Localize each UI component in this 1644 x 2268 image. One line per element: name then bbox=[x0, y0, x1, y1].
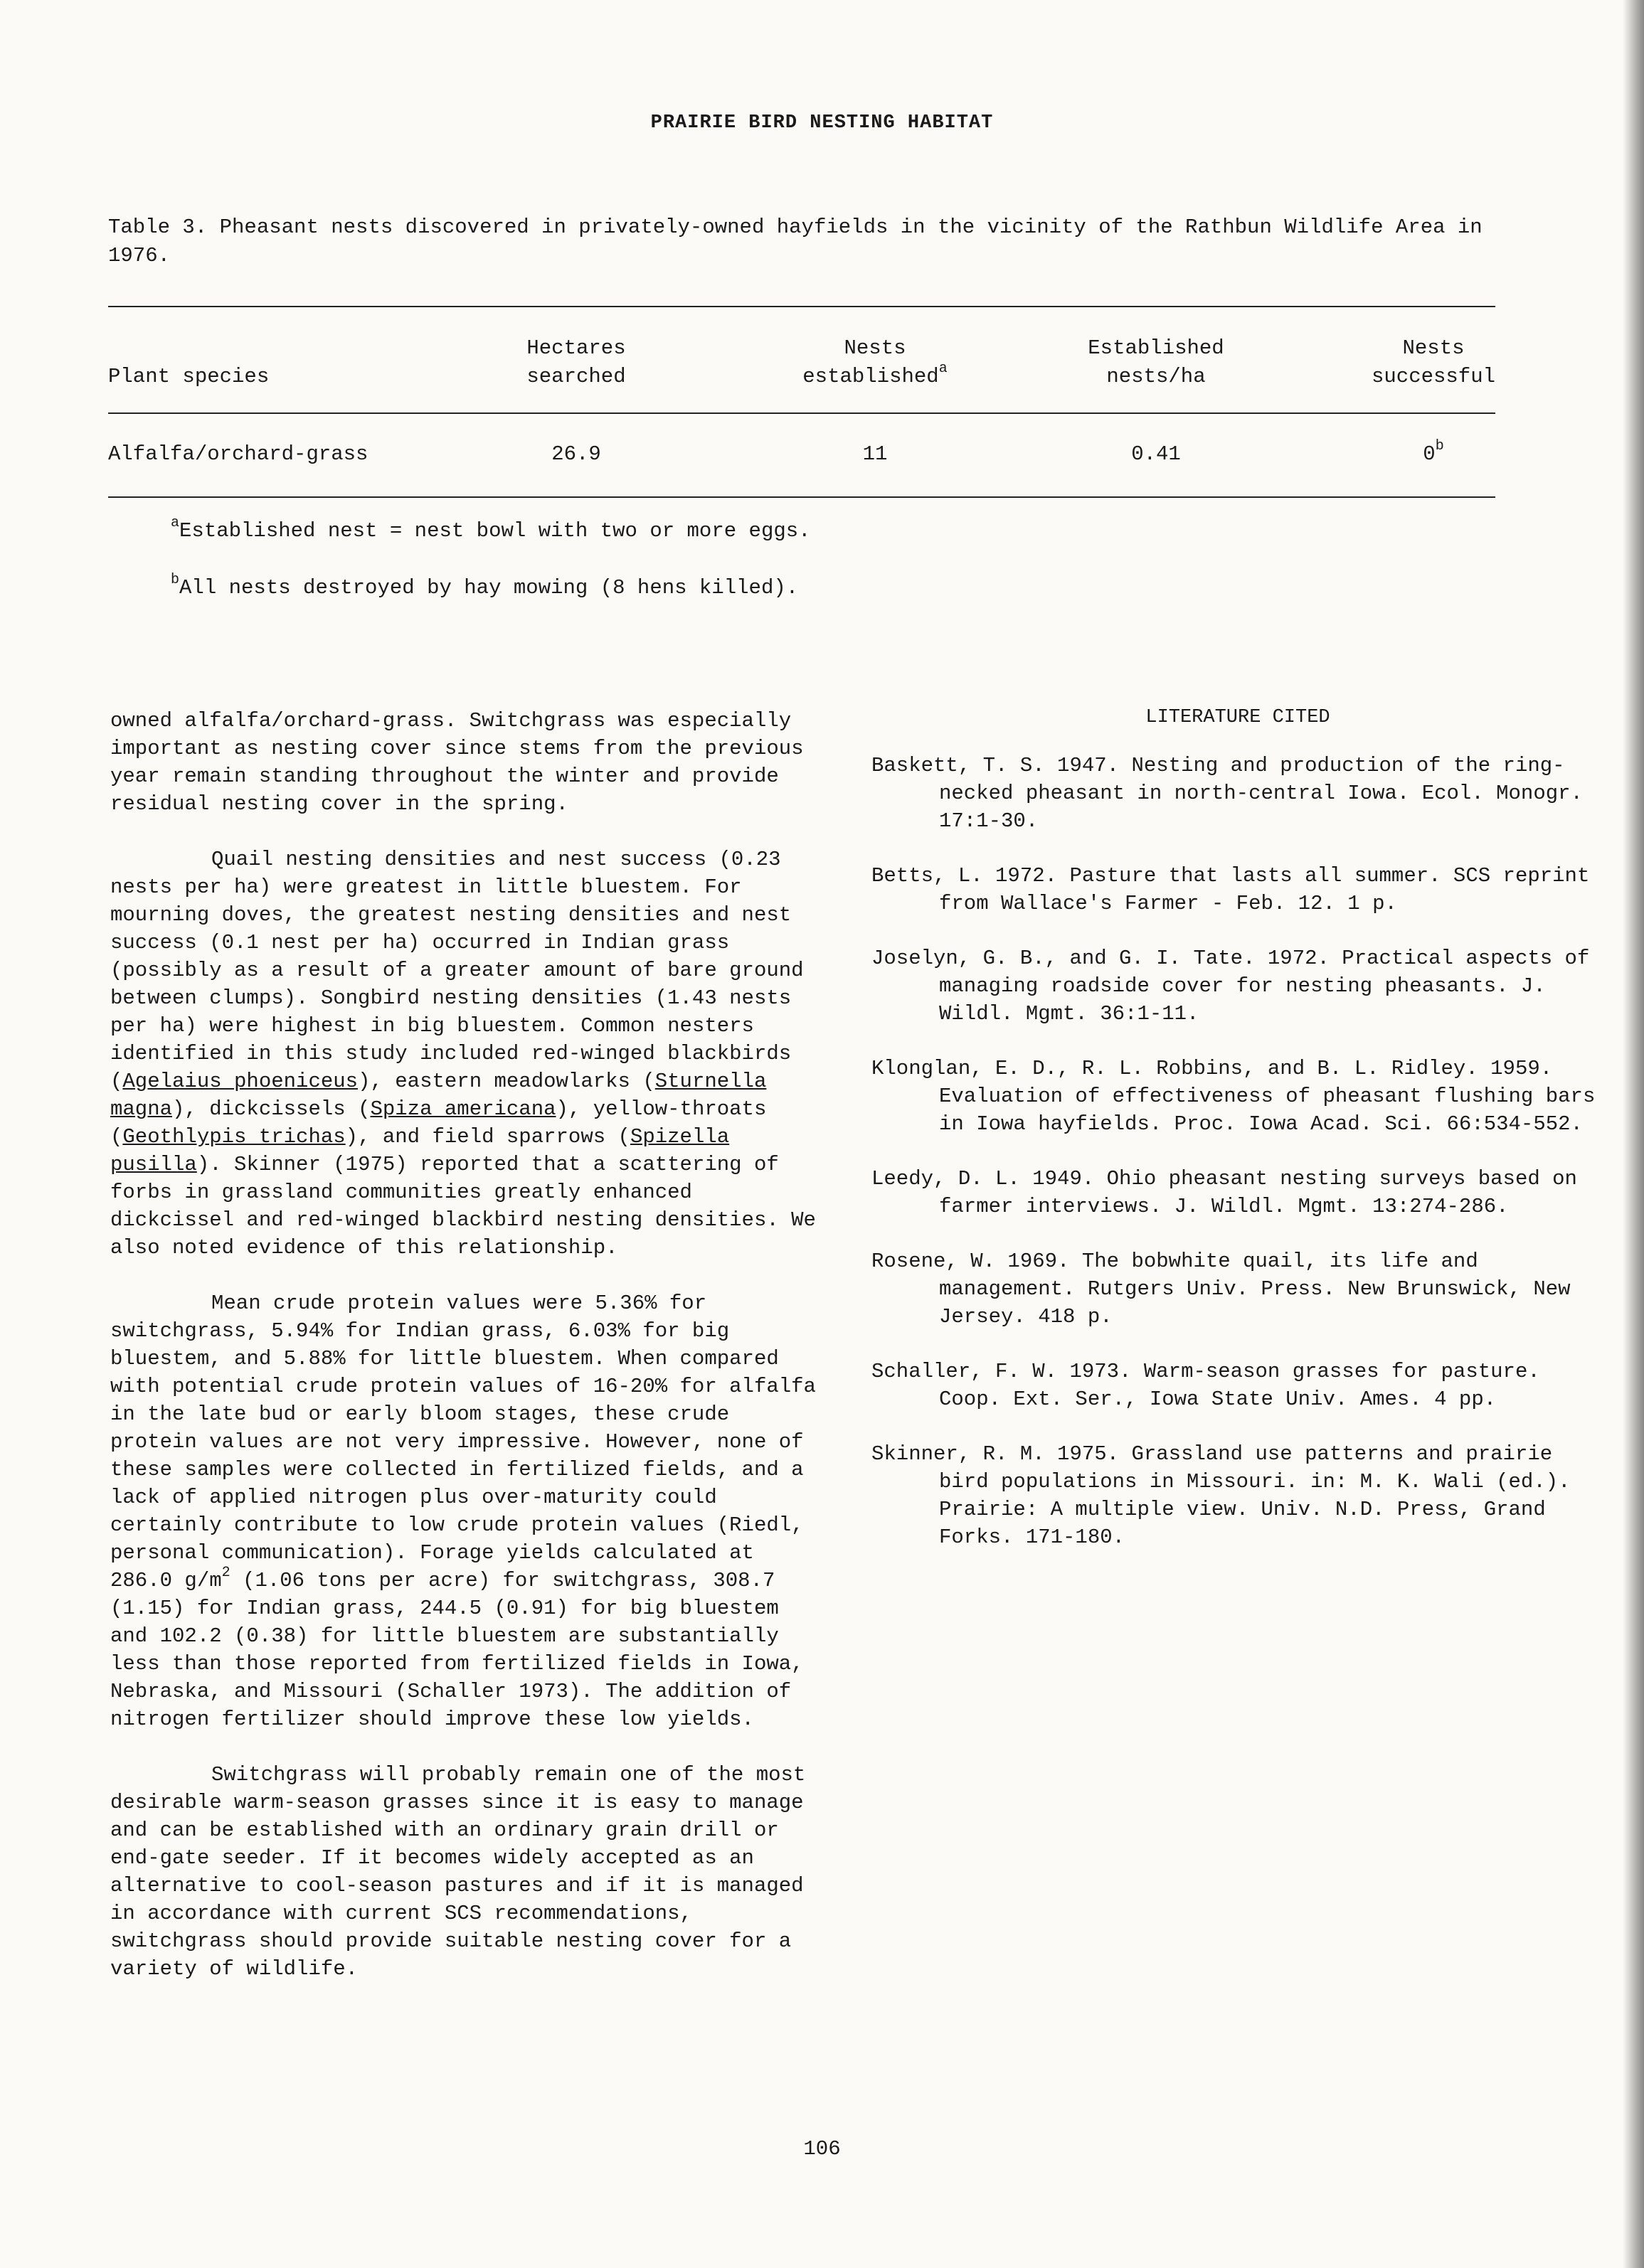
literature-heading: LITERATURE CITED bbox=[1145, 707, 1330, 728]
scan-edge-shadow bbox=[1623, 0, 1644, 2268]
reference-item: Betts, L. 1972. Pasture that lasts all summer. SCS reprint from Wallace's Farmer - Feb. 12. 1 p. bbox=[871, 864, 1590, 915]
reference-item: Baskett, T. S. 1947. Nesting and production of the ring-necked pheasant in north-central Iowa. Ecol. Monogr. 17:1-30. bbox=[871, 754, 1583, 833]
reference-item: Rosene, W. 1969. The bobwhite quail, its life and management. Rutgers Univ. Press. New Brunswick, New Jersey. 418 p. bbox=[871, 1250, 1571, 1329]
col-header-nests-line1: Nests bbox=[844, 336, 906, 360]
col-header-established-line2: nests/ha bbox=[1106, 365, 1206, 388]
table-row-species: Alfalfa/orchard-grass bbox=[108, 442, 368, 466]
table-row-per-ha: 0.41 bbox=[1131, 442, 1181, 466]
table-header-rule bbox=[108, 412, 1495, 414]
col-header-plant-species: Plant species bbox=[108, 365, 270, 388]
table-top-rule bbox=[108, 306, 1495, 307]
literature-cited bbox=[871, 704, 1604, 1578]
col-header-established-line1: Established bbox=[1088, 336, 1224, 360]
table-row-successful: 0$^b$ bbox=[1423, 438, 1444, 466]
paragraph: owned alfalfa/orchard-grass. Switchgrass was especially important as nesting cover since stems from the previous year remain standing throughout the winter and provide residual nesting cover in the spring. bbox=[110, 709, 804, 816]
reference-item: Joselyn, G. B., and G. I. Tate. 1972. Practical aspects of managing roadside cover for nesting pheasants. J. Wildl. Mgmt. 36:1-11. bbox=[871, 947, 1590, 1026]
table-bottom-rule bbox=[108, 496, 1495, 498]
col-header-hectares-line2: searched bbox=[526, 365, 626, 388]
reference-item: Leedy, D. L. 1949. Ohio pheasant nesting surveys based on farmer interviews. J. Wildl. Mgmt. 13:274-286. bbox=[871, 1167, 1577, 1218]
col-header-successful-line1: Nests bbox=[1402, 336, 1465, 360]
running-header: PRAIRIE BIRD NESTING HABITAT bbox=[650, 112, 994, 134]
table-caption: Table 3. Pheasant nests discovered in privately-owned hayfields in the vicinity of the Rathbun Wildlife Area in 1976. bbox=[108, 215, 1483, 267]
col-header-successful-line2: successful bbox=[1371, 365, 1496, 388]
reference-item: Skinner, R. M. 1975. Grassland use patterns and prairie bird populations in Missouri. in: M. K. Wali (ed.). Prairie: A multiple view. Univ. N.D. Press, Grand Forks. 171-180. bbox=[871, 1442, 1571, 1549]
footnote-a: $^a$Established nest = nest bowl with two or more eggs. bbox=[171, 515, 811, 543]
page-number: 106 bbox=[803, 2137, 841, 2161]
col-header-hectares-line1: Hectares bbox=[526, 336, 626, 360]
paragraph: Quail nesting densities and nest success (0.23 nests per ha) were greatest in little bluestem. For mourning doves, the greatest nesting densities and nest success (0.1 nest per ha) occurred in Indian grass (possibly as a result of a greater amount of bare ground between clumps). Songbird nesting densities (1.43 nests per ha) were highest in big bluestem. Common nesters identified in this study included red-winged blackbirds (Agelaius phoeniceus), eastern meadowlarks (Sturnella magna), dickcissels (Spiza americana), yellow-throats (Geothlypis trichas), and field sparrows (Spizella pusilla). Skinner (1975) reported that a scattering of forbs in grassland communities greatly enhanced dickcissel and red-winged blackbird nesting densities. We also noted evidence of this relationship. bbox=[110, 848, 816, 1260]
paragraph: Switchgrass will probably remain one of the most desirable warm-season grasses since it is easy to manage and can be established with an ordinary grain drill or end-gate seeder. If it becomes widely accepted as an alternative to cool-season pastures and if it is managed in accordance with current SCS recommendations, switchgrass should provide suitable nesting cover for a variety of wildlife. bbox=[110, 1763, 806, 1981]
left-column bbox=[110, 707, 822, 2011]
paragraph: Mean crude protein values were 5.36% for switchgrass, 5.94% for Indian grass, 6.03% for big bluestem, and 5.88% for little bluestem. When compared with potential crude protein values of 16-20% for alfalfa in the late bud or early bloom stages, these crude protein values are not very impressive. However, none of these samples were collected in fertilized fields, and a lack of applied nitrogen plus over-maturity could certainly contribute to low crude protein values (Riedl, personal communication). Forage yields calculated at 286.0 $g/m^2$ (1.06 tons per acre) for switchgrass, 308.7 (1.15) for Indian grass, 244.5 (0.91) for big bluestem and 102.2 (0.38) for little bluestem are substantially less than those reported from fertilized fields in Iowa, Nebraska, and Missouri (Schaller 1973). The addition of nitrogen fertilizer should improve these low yields. bbox=[110, 1292, 816, 1731]
col-header-nests-line2: established$^a$ bbox=[802, 361, 948, 388]
reference-item: Schaller, F. W. 1973. Warm-season grasses for pasture. Coop. Ext. Ser., Iowa State Univ. Ames. 4 pp. bbox=[871, 1360, 1540, 1411]
table-row-nests: 11 bbox=[862, 442, 888, 466]
reference-item: Klonglan, E. D., R. L. Robbins, and B. L. Ridley. 1959. Evaluation of effectiveness of pheasant flushing bars in Iowa hayfields. Proc. Iowa Acad. Sci. 66:534-552. bbox=[871, 1057, 1596, 1136]
table-row-hectares: 26.9 bbox=[551, 442, 601, 466]
footnote-b: $^b$All nests destroyed by hay mowing (8 hens killed). bbox=[171, 572, 799, 600]
